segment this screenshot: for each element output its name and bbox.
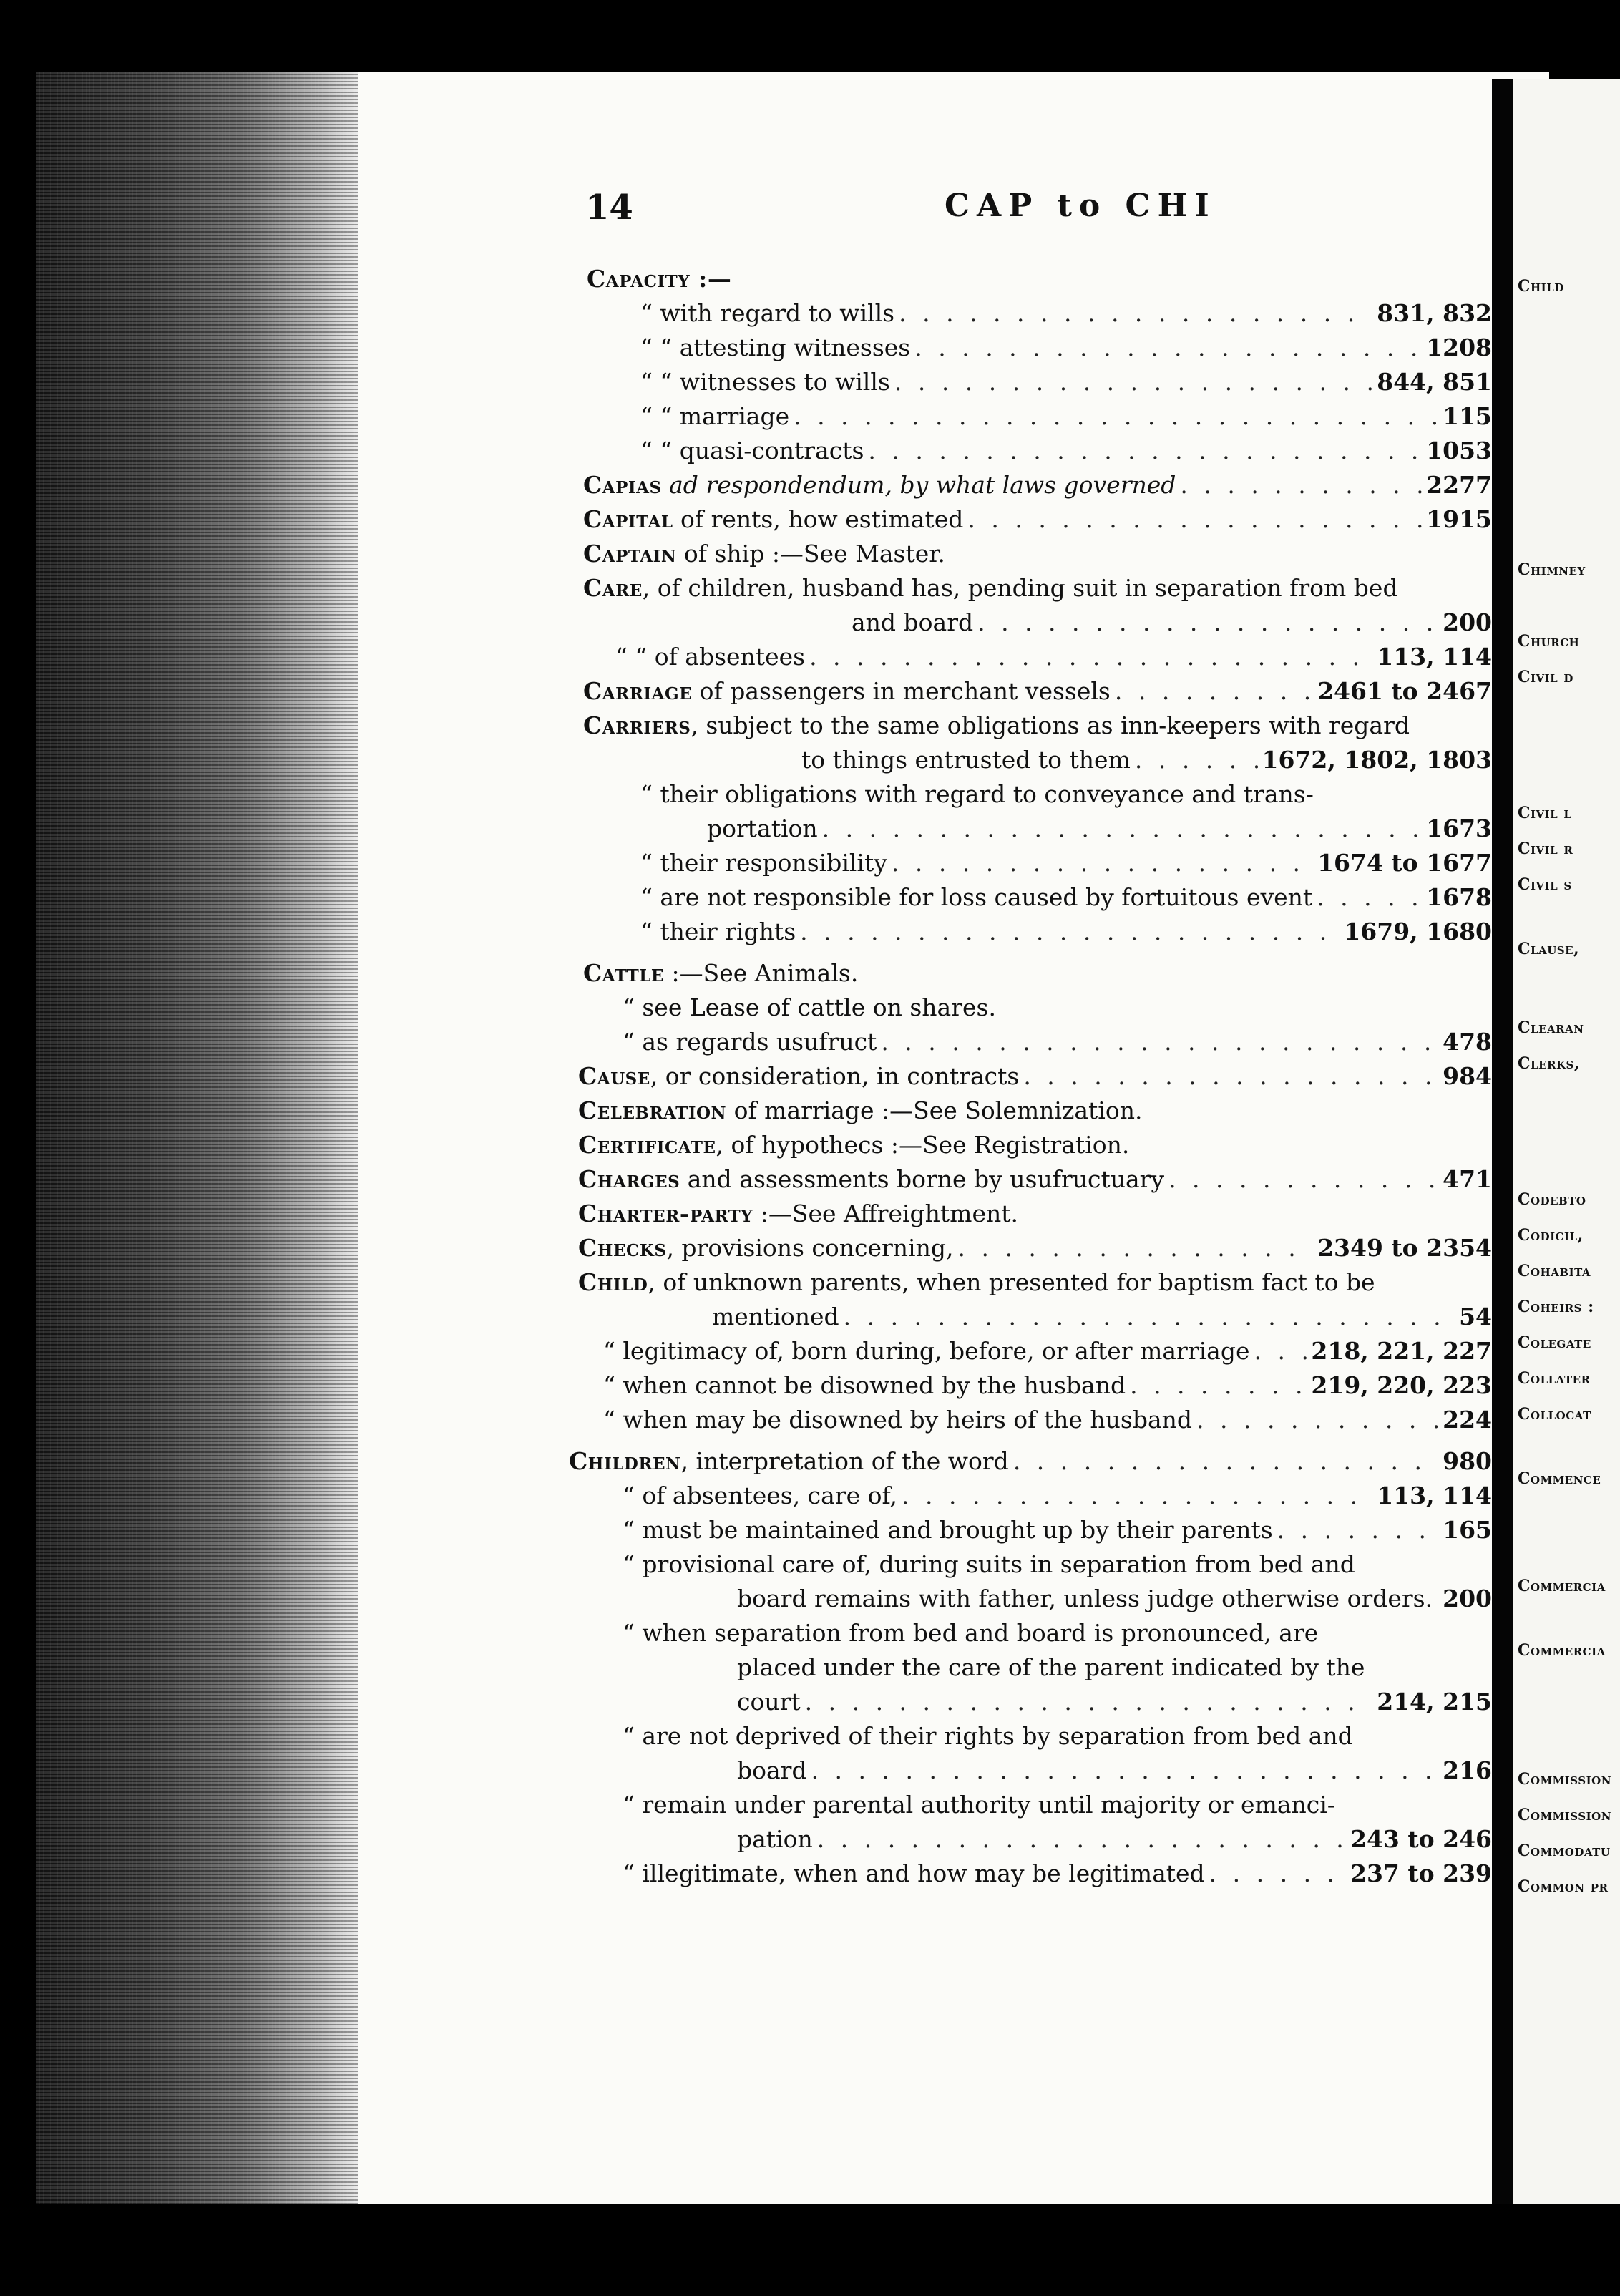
index-heading: Capacity :— xyxy=(587,265,732,293)
edge-entry: Commission xyxy=(1518,1806,1611,1824)
index-entry: Child , of unknown parents, when presented for baptism fact to be xyxy=(578,1268,1375,1296)
binding-gutter xyxy=(36,72,358,2204)
index-entry: Capital of rents, how estimated . . . 1915 xyxy=(583,503,1492,536)
index-line: “ must be maintained and brought up by their parents . . . 165 xyxy=(623,1514,1492,1547)
index-line: “ “ of absentees . . . 113, 114 xyxy=(615,641,1492,673)
page-title: CAP to CHI xyxy=(945,188,1216,224)
index-entry: Captain of ship :—See Master. xyxy=(583,540,945,568)
edge-entry: Commercia xyxy=(1518,1577,1606,1595)
index-line: “ provisional care of, during suits in separation from bed and xyxy=(623,1550,1355,1578)
index-line: “ “ attesting witnesses . . . 1208 xyxy=(640,331,1492,364)
edge-entry: Cohabita xyxy=(1518,1262,1591,1280)
index-line: placed under the care of the parent indicated by the xyxy=(737,1653,1365,1681)
index-line: “ when cannot be disowned by the husband . . . 219, 220, 223 xyxy=(603,1369,1492,1402)
edge-entry: Clerks, xyxy=(1518,1054,1580,1073)
index-entry: Checks , provisions concerning, . . . 2349 to 2354 xyxy=(578,1232,1492,1265)
index-line: “ remain under parental authority until majority or emanci- xyxy=(623,1791,1335,1819)
index-line: “ legitimacy of, born during, before, or after marriage . . . 218, 221, 227 xyxy=(603,1335,1492,1368)
edge-entry: Commission xyxy=(1518,1770,1611,1789)
edge-entry: Child xyxy=(1518,277,1564,296)
edge-entry: Church xyxy=(1518,632,1580,651)
edge-entry: Commercia xyxy=(1518,1641,1606,1660)
edge-entry: Civil r xyxy=(1518,840,1573,858)
index-line: and board . . . 200 xyxy=(852,606,1492,639)
edge-entry: Civil l xyxy=(1518,804,1572,822)
index-line: portation . . . 1673 xyxy=(707,812,1492,845)
index-line: “ “ marriage . . . 115 xyxy=(640,400,1492,433)
index-entry: Celebration of marriage :—See Solemnization. xyxy=(578,1096,1143,1124)
index-line: board remains with father, unless judge otherwise orders. . . . 200 xyxy=(737,1582,1492,1615)
index-entry: Charges and assessments borne by usufructuary . . . 471 xyxy=(578,1163,1492,1196)
index-entry: Certificate , of hypothecs :—See Registration. xyxy=(578,1131,1130,1159)
index-line: “ “ witnesses to wills . . . 844, 851 xyxy=(640,366,1492,399)
index-line: “ with regard to wills . . . 831, 832 xyxy=(640,297,1492,330)
index-line: “ when may be disowned by heirs of the husband . . . 224 xyxy=(603,1404,1492,1436)
index-line: “ their obligations with regard to conveyance and trans- xyxy=(640,780,1314,808)
edge-entry: Chimney xyxy=(1518,560,1586,579)
edge-entry: Collocat xyxy=(1518,1405,1591,1424)
index-line: “ “ quasi-contracts . . . 1053 xyxy=(640,434,1492,467)
edge-entry: Civil d xyxy=(1518,668,1573,686)
next-page-edge xyxy=(1513,79,1620,2204)
index-line: court . . . 214, 215 xyxy=(737,1685,1492,1718)
index-line: “ as regards usufruct . . . 478 xyxy=(623,1026,1492,1059)
index-entry: Charter-party :—See Affreightment. xyxy=(578,1200,1019,1227)
edge-entry: Clearan xyxy=(1518,1018,1584,1037)
index-line: “ illegitimate, when and how may be legitimated . . . 237 to 239 xyxy=(623,1857,1492,1890)
index-line: “ of absentees, care of, . . . 113, 114 xyxy=(623,1479,1492,1512)
edge-entry: Clause, xyxy=(1518,940,1580,958)
edge-entry: Common pr xyxy=(1518,1877,1609,1896)
index-entry: Children , interpretation of the word . . . 980 xyxy=(569,1445,1492,1478)
edge-entry: Codebto xyxy=(1518,1190,1586,1209)
edge-entry: Colegate xyxy=(1518,1333,1591,1352)
index-line: “ when separation from bed and board is pronounced, are xyxy=(623,1619,1319,1647)
edge-entry: Commence xyxy=(1518,1469,1601,1488)
index-entry: Cattle :—See Animals. xyxy=(583,959,859,987)
index-line: to things entrusted to them . . . 1672, 1802, 1803 xyxy=(801,744,1492,777)
edge-entry: Civil s xyxy=(1518,875,1572,894)
index-entry: Care , of children, husband has, pending suit in separation from bed xyxy=(583,574,1398,602)
index-line: board . . . 216 xyxy=(737,1754,1492,1787)
edge-entry: Codicil, xyxy=(1518,1226,1584,1245)
edge-entry: Collater xyxy=(1518,1369,1591,1388)
index-line: “ are not responsible for loss caused by fortuitous event . . . 1678 xyxy=(640,881,1492,914)
index-line: “ their responsibility . . . 1674 to 1677 xyxy=(640,847,1492,880)
index-line: pation . . . 243 to 246 xyxy=(737,1823,1492,1856)
index-line: “ see Lease of cattle on shares. xyxy=(623,993,996,1021)
index-entry: Carriers , subject to the same obligations as inn-keepers with regard xyxy=(583,711,1410,739)
index-line: “ their rights . . . 1679, 1680 xyxy=(640,915,1492,948)
index-line: “ are not deprived of their rights by separation from bed and xyxy=(623,1722,1353,1750)
index-line: mentioned . . . 54 xyxy=(712,1300,1492,1333)
index-entry: Carriage of passengers in merchant vessels . . . 2461 to 2467 xyxy=(583,675,1492,708)
page-seam xyxy=(1492,79,1513,2204)
edge-entry: Coheirs : xyxy=(1518,1298,1594,1316)
edge-entry: Commodatu xyxy=(1518,1842,1611,1860)
index-entry: Cause , or consideration, in contracts . . . 984 xyxy=(578,1060,1492,1093)
page-number: 14 xyxy=(585,188,633,228)
index-entry: Capias ad respondendum, by what laws governed . . . 2277 xyxy=(583,469,1492,502)
